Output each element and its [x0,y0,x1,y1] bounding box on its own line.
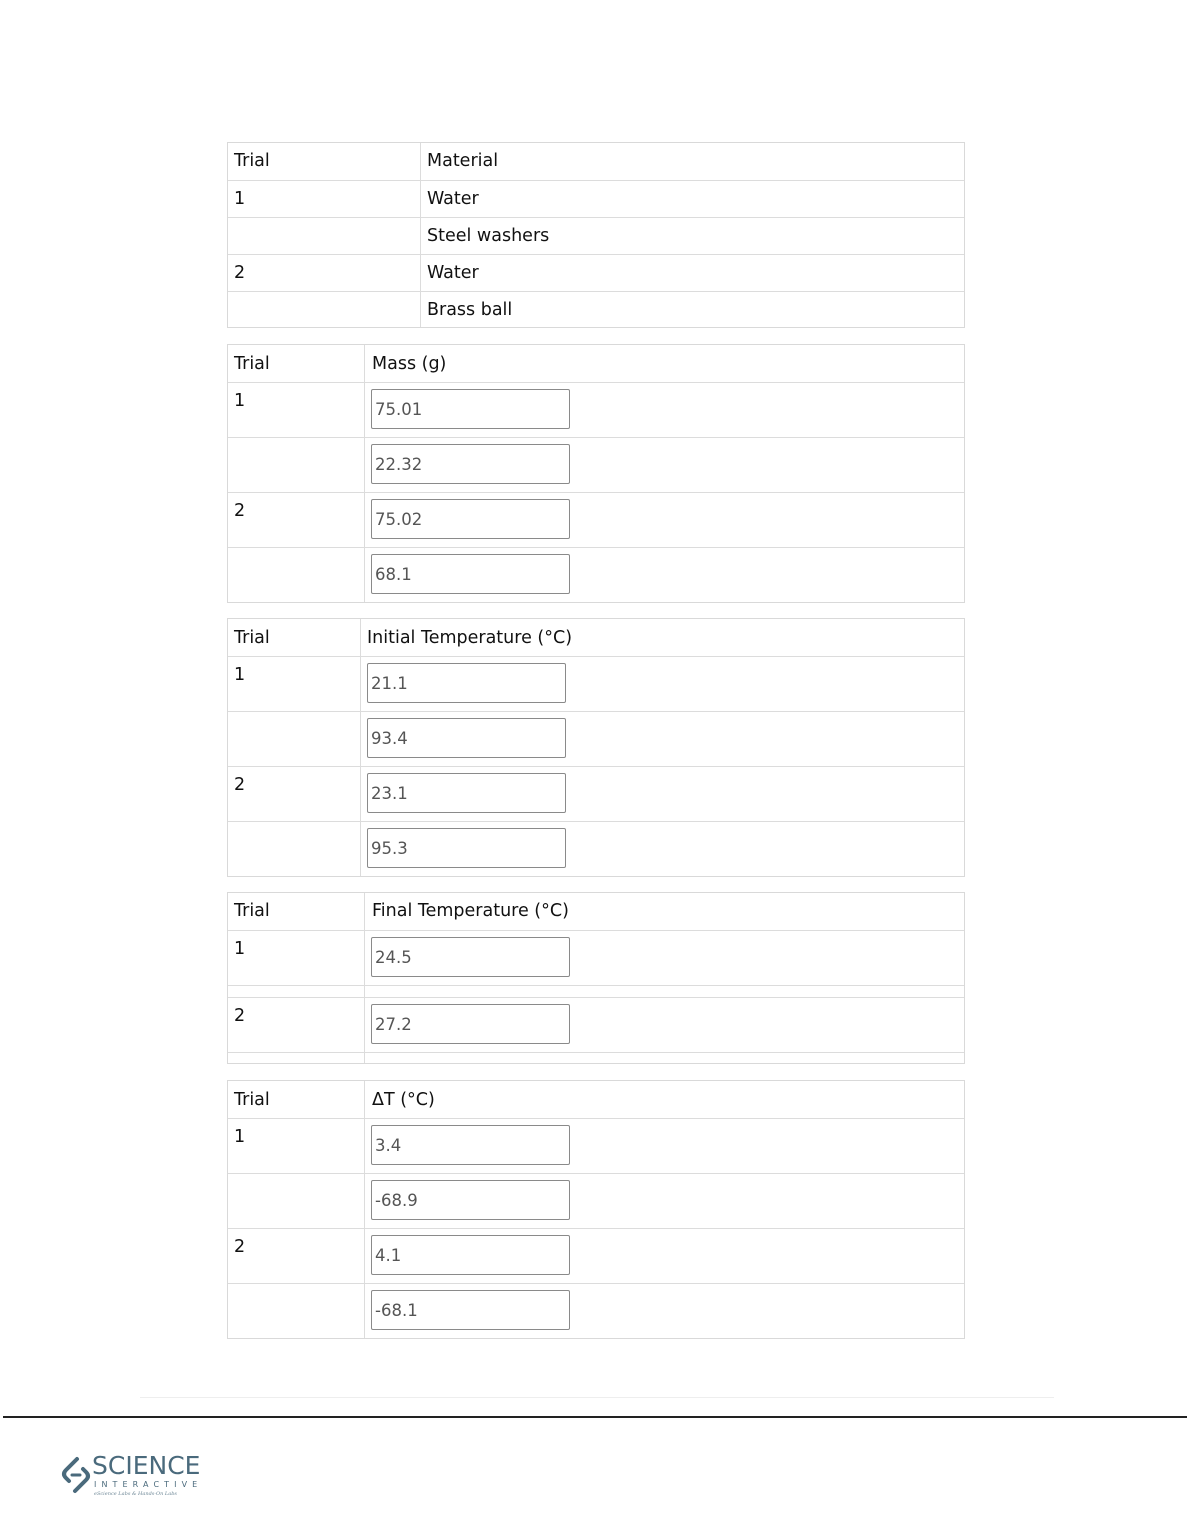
table-row [228,1283,964,1338]
trial-header: Trial [234,1090,270,1110]
trial-header: Trial [234,628,270,648]
trial-number: 1 [234,189,246,209]
table-spacer-row [228,1052,964,1063]
table-row [228,492,964,547]
material-header: Material [427,151,499,171]
final-temperature-input[interactable] [371,937,570,977]
table-row [228,930,964,985]
table-row [228,291,964,327]
table-row [228,821,964,876]
table-spacer-row [228,985,964,997]
materials-table [227,142,965,328]
table-row [228,1173,964,1228]
table-header-row [228,893,964,930]
table-row [228,656,964,711]
mass-header: Mass (g) [372,354,447,374]
science-interactive-logo [60,1453,220,1503]
table-row [228,711,964,766]
table-row [228,217,964,254]
material-name: Brass ball [427,300,513,320]
mass-table [227,344,965,603]
mass-input[interactable] [371,554,570,594]
table-header-row [228,345,964,382]
initial-temperature-table [227,618,965,877]
table-header-row [228,143,964,180]
delta-t-header: ΔT (°C) [372,1090,435,1110]
trial-number: 1 [234,939,246,959]
final-temperature-table [227,892,965,1064]
trial-number: 2 [234,1237,246,1257]
logo-mark-icon [60,1455,92,1495]
trial-number: 1 [234,391,246,411]
table-row [228,766,964,821]
delta-t-input[interactable] [371,1125,570,1165]
mass-input[interactable] [371,499,570,539]
table-row [228,382,964,437]
trial-number: 2 [234,263,246,283]
initial-temperature-header: Initial Temperature (°C) [367,628,573,648]
final-temperature-input[interactable] [371,1004,570,1044]
final-temperature-header: Final Temperature (°C) [372,901,569,921]
delta-t-input[interactable] [371,1235,570,1275]
table-row [228,1118,964,1173]
table-header-row [228,619,964,656]
table-row [228,437,964,492]
delta-t-input[interactable] [371,1290,570,1330]
table-row [228,547,964,602]
initial-temperature-input[interactable] [367,663,566,703]
mass-input[interactable] [371,444,570,484]
trial-number: 1 [234,1127,246,1147]
material-name: Water [427,263,479,283]
trial-header: Trial [234,901,270,921]
table-row [228,180,964,217]
logo-tagline: eScience Labs & Hands-On Labs [94,1491,178,1497]
logo-name: SCIENCE [92,1451,201,1480]
table-row [228,254,964,291]
initial-temperature-input[interactable] [367,718,566,758]
initial-temperature-input[interactable] [367,773,566,813]
delta-t-input[interactable] [371,1180,570,1220]
trial-number: 2 [234,501,246,521]
table-header-row [228,1081,964,1118]
mass-input[interactable] [371,389,570,429]
trial-header: Trial [234,354,270,374]
delta-t-table [227,1080,965,1339]
table-row [228,1228,964,1283]
trial-number: 1 [234,665,246,685]
trial-number: 2 [234,1006,246,1026]
initial-temperature-input[interactable] [367,828,566,868]
faint-divider [140,1397,1054,1398]
table-row [228,997,964,1052]
trial-header: Trial [234,151,270,171]
trial-number: 2 [234,775,246,795]
material-name: Steel washers [427,226,550,246]
logo-subtitle: INTERACTIVE [94,1480,203,1489]
material-name: Water [427,189,479,209]
footer-divider [3,1416,1187,1418]
